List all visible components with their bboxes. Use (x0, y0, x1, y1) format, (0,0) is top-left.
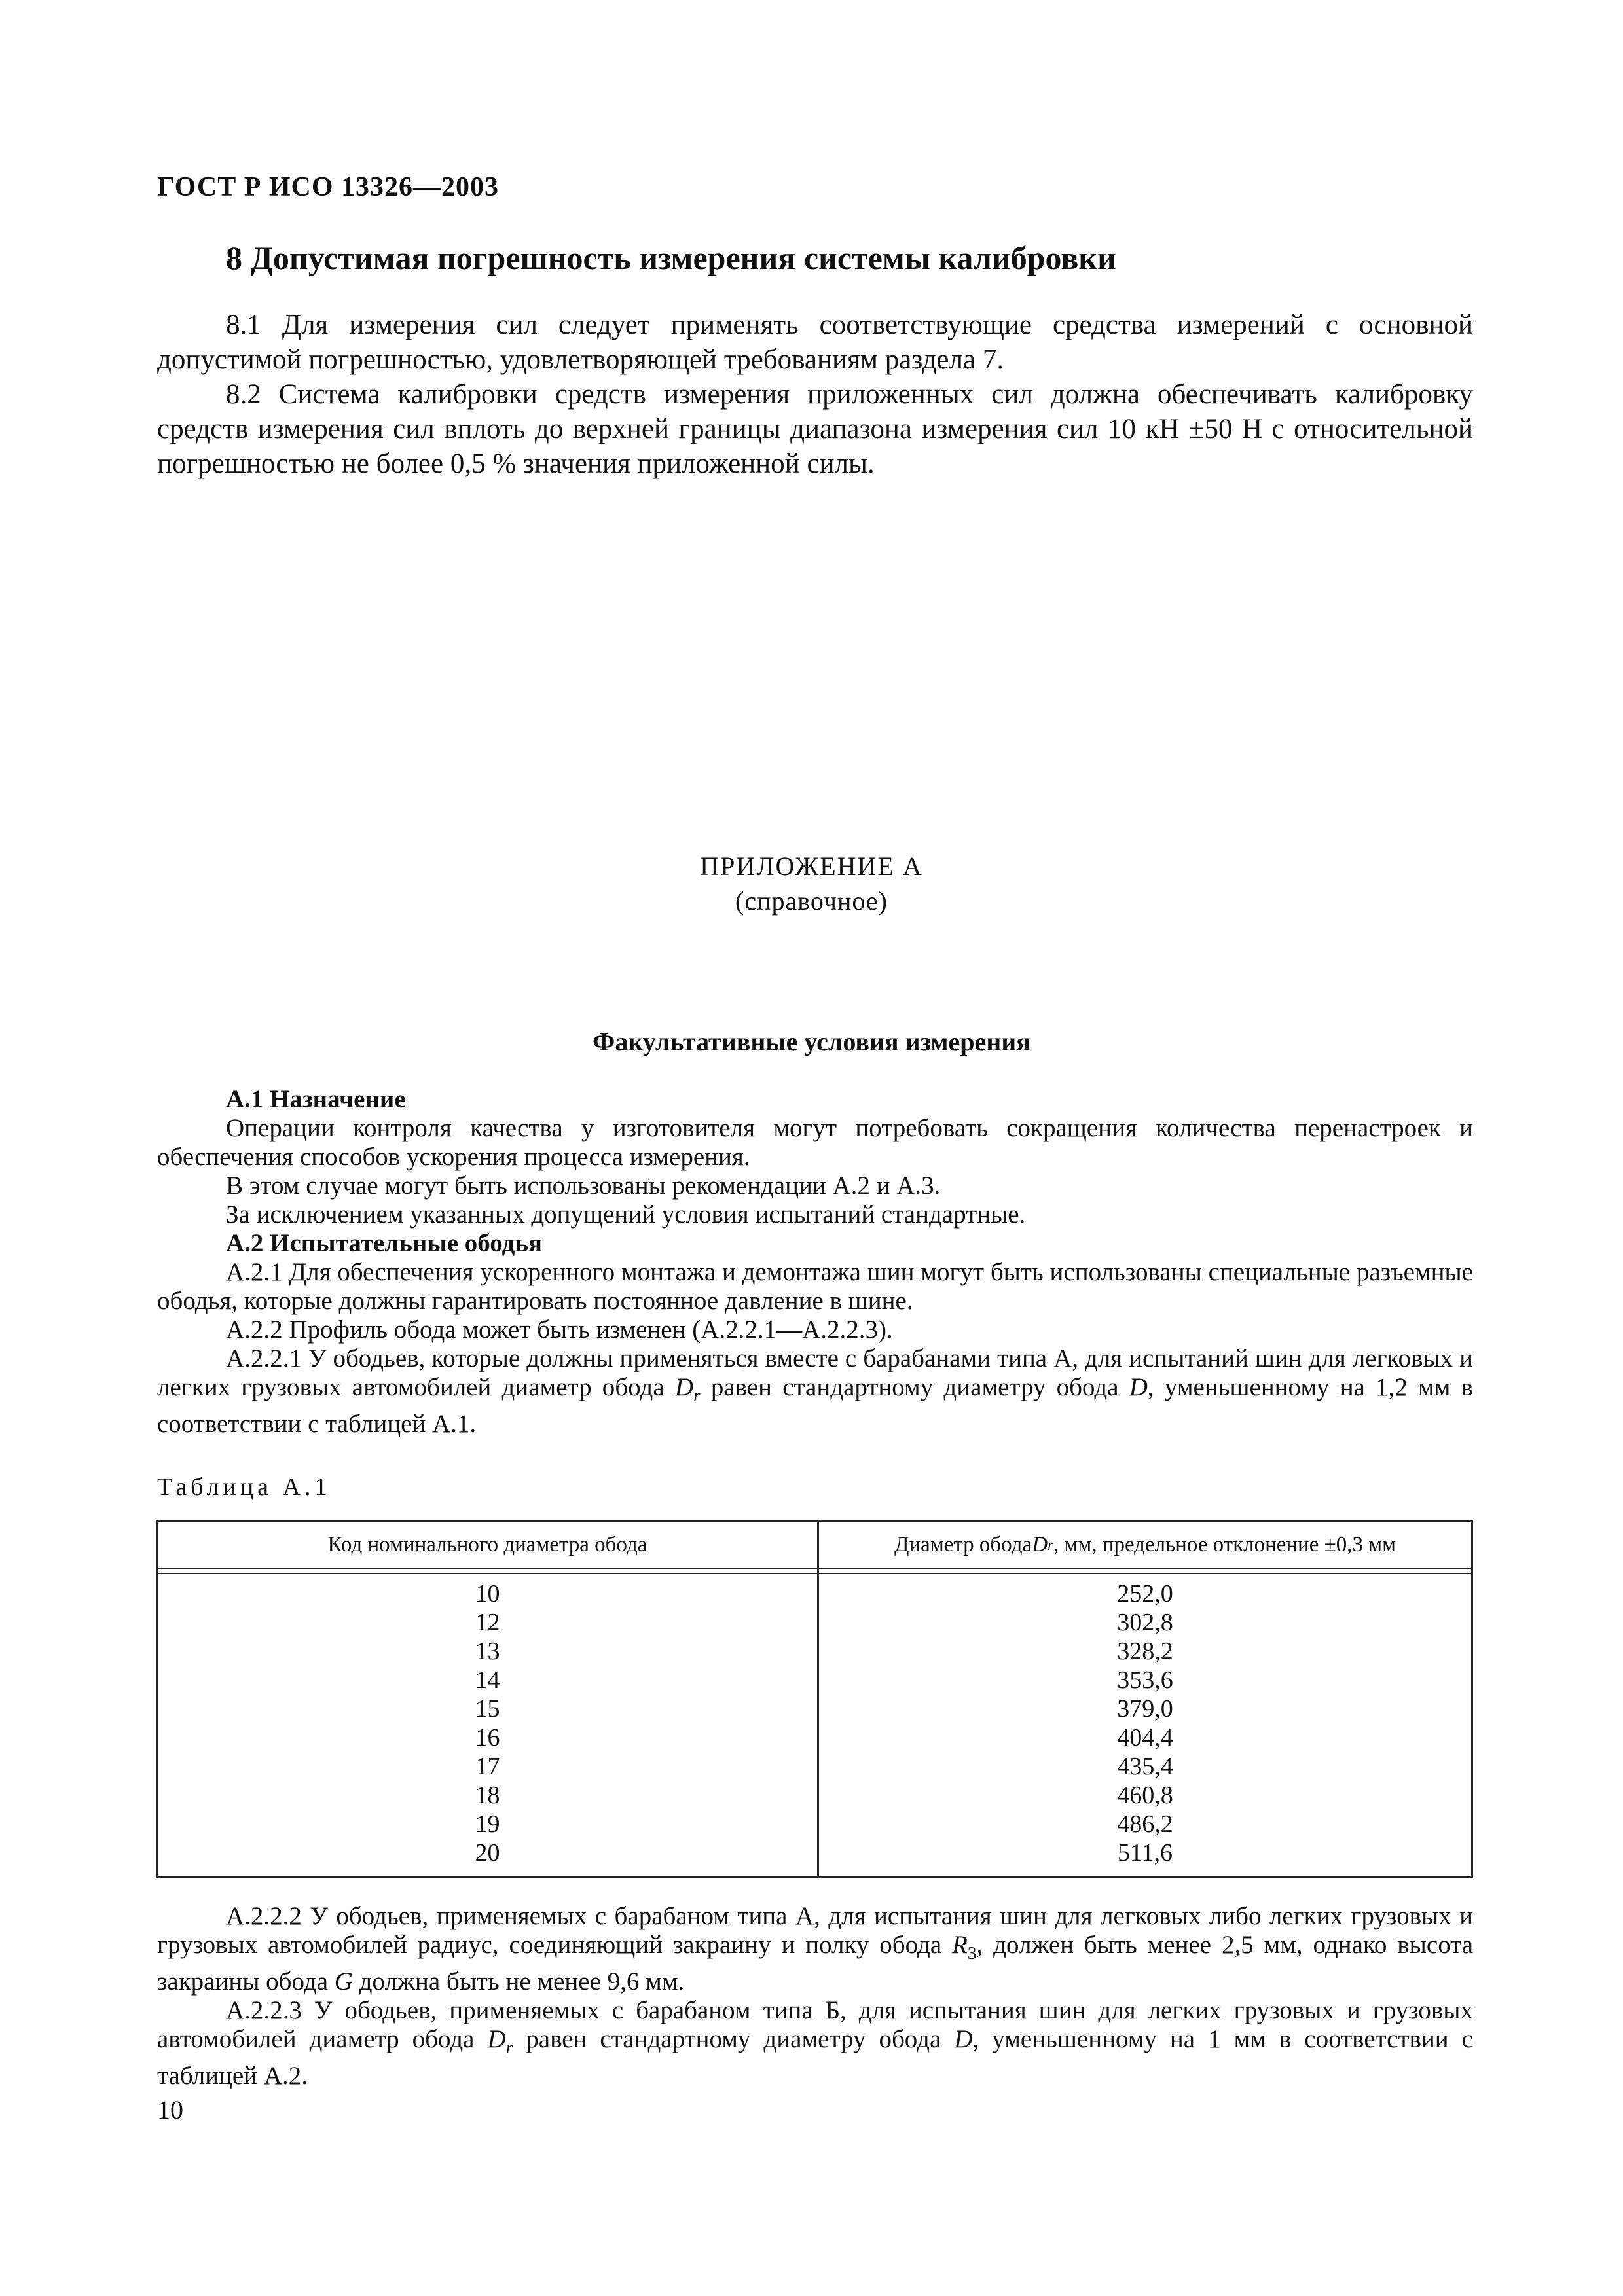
a2-2-3-paragraph (157, 1996, 1473, 2090)
table-header-diameter-text-1: Диаметр обода (894, 1532, 1032, 1556)
table-cell-code: 12 (475, 1609, 500, 1636)
a2-2-1-text-3: , уменьшенному на 1,2 мм в соответствии с таблицей А.1. (157, 1373, 1473, 1438)
header-symbol-r: r (1048, 1535, 1054, 1553)
table-cell-diameter: 404,4 (1117, 1724, 1173, 1751)
table-cell-diameter: 460,8 (1117, 1782, 1173, 1809)
paragraph-8-1 (157, 308, 1473, 377)
section-title: 8 Допустимая погрешность измерения системы калибровки (226, 240, 1116, 276)
table-cell-code: 14 (475, 1666, 500, 1694)
a1-paragraph-3: За исключением указанных допущений условия испытаний стандартные. (226, 1200, 1026, 1229)
symbol-d-4: D (954, 2024, 973, 2053)
table-cell-code: 13 (475, 1638, 500, 1665)
a2-2-3-text-2: равен стандартному диаметру обода (513, 2024, 955, 2053)
a2-2-2-text-3: должна быть не менее 9,6 мм. (352, 1967, 685, 1996)
table-column-codes (158, 1579, 817, 1867)
table-caption: Таблица А.1 (157, 1473, 331, 1501)
subsection-a2-title: А.2 Испытательные ободья (226, 1229, 543, 1257)
table-cell-diameter: 435,4 (1117, 1753, 1173, 1780)
table-cell-diameter: 328,2 (1117, 1638, 1173, 1665)
a2-2-1-paragraph (157, 1344, 1473, 1439)
appendix-body (157, 1085, 1473, 1439)
a2-1-paragraph: А.2.1 Для обеспечения ускоренного монтажа и демонтажа шин могут быть использованы специальные разъемные ободья, которые должны гарантировать постоянное давление в шине. (157, 1258, 1473, 1315)
symbol-d-3: D (487, 2024, 506, 2053)
table-header-diameter (819, 1522, 1471, 1568)
table-cell-diameter: 353,6 (1117, 1666, 1173, 1694)
header-symbol-d: D (1032, 1532, 1048, 1556)
symbol-r3: R (952, 1931, 968, 1959)
appendix-title: ПРИЛОЖЕНИЕ А (700, 852, 923, 881)
appendix-heading: Факультативные условия измерения (593, 1027, 1030, 1056)
subsection-a1-title: А.1 Назначение (226, 1085, 406, 1113)
a2-2-1-text-2: равен стандартному диаметру обода (700, 1373, 1129, 1401)
paragraph-8-2-text: 8.2 Система калибровки средств измерения приложенных сил должна обеспечивать калибровку средств измерения сил вплоть до верхней границы диапазона измерения сил 10 кН ±50 Н с относительной погрешностью не более 0,5 % значения приложенной силы. (157, 379, 1473, 479)
table-cell-diameter: 302,8 (1117, 1609, 1173, 1636)
a2-2-3-text-1: А.2.2.3 У ободьев, применяемых с барабаном типа Б, для испытания шин для легких грузовых и грузовых автомобилей диаметр обода (157, 1996, 1473, 2053)
a1-paragraph-1: Операции контроля качества у изготовителя могут потребовать сокращения количества перенастроек и обеспечения способов ускорения процесса измерения. (157, 1114, 1473, 1171)
a1-paragraph-2: В этом случае могут быть использованы рекомендации А.2 и А.3. (226, 1172, 941, 1200)
table-cell-code: 19 (475, 1810, 500, 1838)
appendix-subtitle: (справочное) (735, 886, 888, 916)
paragraph-8-2 (157, 377, 1473, 481)
document-header: ГОСТ Р ИСО 13326—2003 (157, 172, 500, 202)
table-header-rule (158, 1568, 1471, 1569)
symbol-r-subscript-3: r (505, 2037, 513, 2057)
table-cell-code: 15 (475, 1695, 500, 1723)
table-cell-diameter: 511,6 (1117, 1839, 1173, 1867)
symbol-g: G (334, 1967, 353, 1996)
symbol-d-2: D (1129, 1373, 1148, 1401)
rim-diameter-table (156, 1520, 1473, 1878)
symbol-d: D (674, 1373, 694, 1401)
symbol-r-subscript: r (693, 1385, 701, 1405)
table-cell-code: 18 (475, 1782, 500, 1809)
table-cell-diameter: 379,0 (1117, 1695, 1173, 1723)
table-cell-code: 20 (475, 1839, 500, 1867)
table-header-rule-double (158, 1573, 1471, 1574)
table-cell-diameter: 252,0 (1117, 1580, 1173, 1607)
table-header-code: Код номинального диаметра обода (327, 1532, 647, 1556)
a2-2-2-paragraph (157, 1902, 1473, 1996)
table-header-diameter-text-2: , мм, предельное отклонение ±0,3 мм (1053, 1532, 1396, 1556)
a2-2-2-text-1: А.2.2.2 У ободьев, применяемых с барабаном типа А, для испытания шин для легковых либо легких грузовых и грузовых автомобилей радиус, соединяющий закраину и полку обода (157, 1902, 1473, 1959)
page-number: 10 (157, 2095, 183, 2125)
a2-2-paragraph: А.2.2 Профиль обода может быть изменен (А.2.2.1—А.2.2.3). (226, 1316, 893, 1344)
table-cell-code: 16 (475, 1724, 500, 1751)
table-cell-code: 10 (475, 1580, 500, 1607)
a2-2-3-text-3: , уменьшенному на 1 мм в соответствии с таблицей А.2. (157, 2024, 1473, 2090)
appendix-body-continued (157, 1902, 1473, 2090)
a2-2-1-text-1: А.2.2.1 У ободьев, которые должны применяться вместе с барабанами типа А, для испытаний шин для легковых и легких грузовых автомобилей диаметр обода (157, 1344, 1473, 1401)
table-column-diameters (819, 1579, 1471, 1867)
paragraph-8-1-text: 8.1 Для измерения сил следует применять соответствующие средства измерений с основной допустимой погрешностью, удовлетворяющей требованиям раздела 7. (157, 310, 1473, 375)
symbol-r3-subscript: 3 (967, 1943, 977, 1963)
table-cell-code: 17 (475, 1753, 500, 1780)
table-cell-diameter: 486,2 (1117, 1810, 1173, 1838)
a2-2-2-text-2: , должен быть менее 2,5 мм, однако высота закраины обода (157, 1931, 1474, 1996)
